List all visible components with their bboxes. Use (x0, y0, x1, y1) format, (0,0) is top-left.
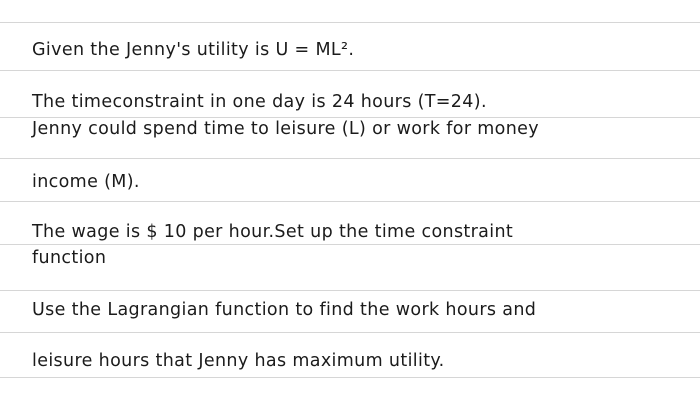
ruled-line (0, 70, 700, 71)
text-line-wage: The wage is $ 10 per hour.Set up the time constraint (32, 222, 514, 242)
ruled-line (0, 377, 700, 378)
ruled-line (0, 158, 700, 159)
text-line-utility: Given the Jenny's utility is U = ML². (32, 40, 355, 60)
text-line-leisure-or-work: Jenny could spend time to leisure (L) or work for money (32, 119, 539, 139)
ruled-line (0, 332, 700, 333)
ruled-line (0, 244, 700, 245)
ruled-line (0, 201, 700, 202)
ruled-line (0, 290, 700, 291)
text-line-income: income (M). (32, 172, 140, 192)
text-line-maximum-utility: leisure hours that Jenny has maximum utility. (32, 351, 445, 371)
ruled-line (0, 22, 700, 23)
text-line-lagrangian: Use the Lagrangian function to find the work hours and (32, 300, 537, 320)
text-line-function: function (32, 248, 107, 268)
text-line-time-constraint: The timeconstraint in one day is 24 hours (T=24). (32, 92, 487, 112)
